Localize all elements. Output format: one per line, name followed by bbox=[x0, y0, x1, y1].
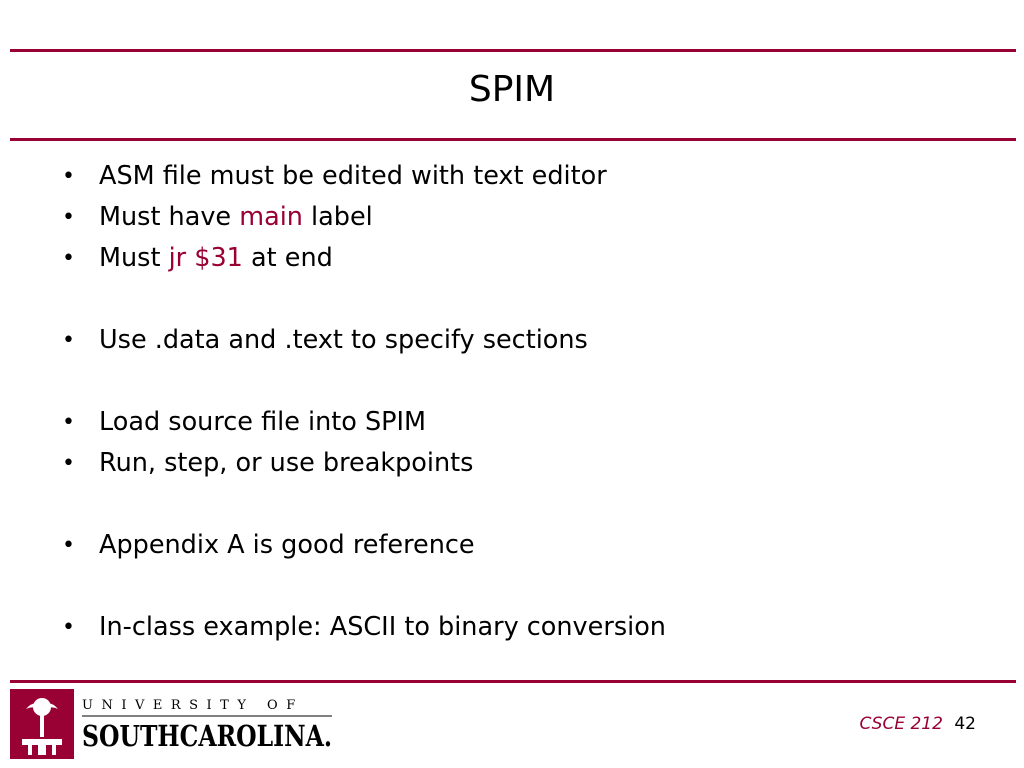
bullet-text: label bbox=[302, 202, 373, 232]
bullet-text: Use .data and .text to specify sections bbox=[99, 325, 588, 355]
bullet-gap bbox=[62, 484, 666, 525]
bullet-icon: • bbox=[62, 410, 75, 435]
course-label: CSCE 212 bbox=[859, 714, 943, 734]
bullet-item bbox=[62, 607, 666, 648]
bullet-item bbox=[62, 402, 666, 443]
bullet-icon: • bbox=[62, 533, 75, 558]
bullet-icon: • bbox=[62, 205, 75, 230]
title-divider bbox=[10, 138, 1016, 141]
university-logo bbox=[10, 689, 346, 759]
bullet-item bbox=[62, 443, 666, 484]
bullet-text: Load source file into SPIM bbox=[99, 407, 427, 437]
bullet-gap bbox=[62, 279, 666, 320]
bullet-icon: • bbox=[62, 615, 75, 640]
bullet-item bbox=[62, 525, 666, 566]
footer-info bbox=[860, 714, 977, 734]
bullet-text: Run, step, or use breakpoints bbox=[99, 448, 474, 478]
bullet-icon: • bbox=[62, 451, 75, 476]
bullet-text: at end bbox=[242, 243, 333, 273]
top-divider bbox=[10, 49, 1016, 52]
svg-text:UNIVERSITY OF: UNIVERSITY OF bbox=[82, 698, 304, 713]
bullet-text: In-class example: ASCII to binary conversion bbox=[99, 612, 666, 642]
bullet-icon: • bbox=[62, 246, 75, 271]
bullet-item bbox=[62, 156, 666, 197]
bullet-highlight: jr $31 bbox=[168, 243, 243, 273]
bullet-icon: • bbox=[62, 328, 75, 353]
bullet-text: ASM file must be edited with text editor bbox=[99, 161, 607, 191]
bullet-gap bbox=[62, 361, 666, 402]
bullet-gap bbox=[62, 566, 666, 607]
bullet-item bbox=[62, 197, 666, 238]
footer-divider bbox=[10, 680, 1016, 683]
bullet-text: Must bbox=[99, 243, 169, 273]
bullet-text: Must have bbox=[99, 202, 240, 232]
bullet-item bbox=[62, 238, 666, 279]
bullet-text: Appendix A is good reference bbox=[99, 530, 475, 560]
bullet-item bbox=[62, 320, 666, 361]
svg-text:SOUTHCAROLINA.: SOUTHCAROLINA. bbox=[82, 719, 332, 753]
slide-number: 42 bbox=[954, 714, 976, 734]
bullet-highlight: main bbox=[239, 202, 303, 232]
slide-title: SPIM bbox=[468, 69, 556, 110]
bullet-list bbox=[62, 156, 666, 648]
bullet-icon: • bbox=[62, 164, 75, 189]
